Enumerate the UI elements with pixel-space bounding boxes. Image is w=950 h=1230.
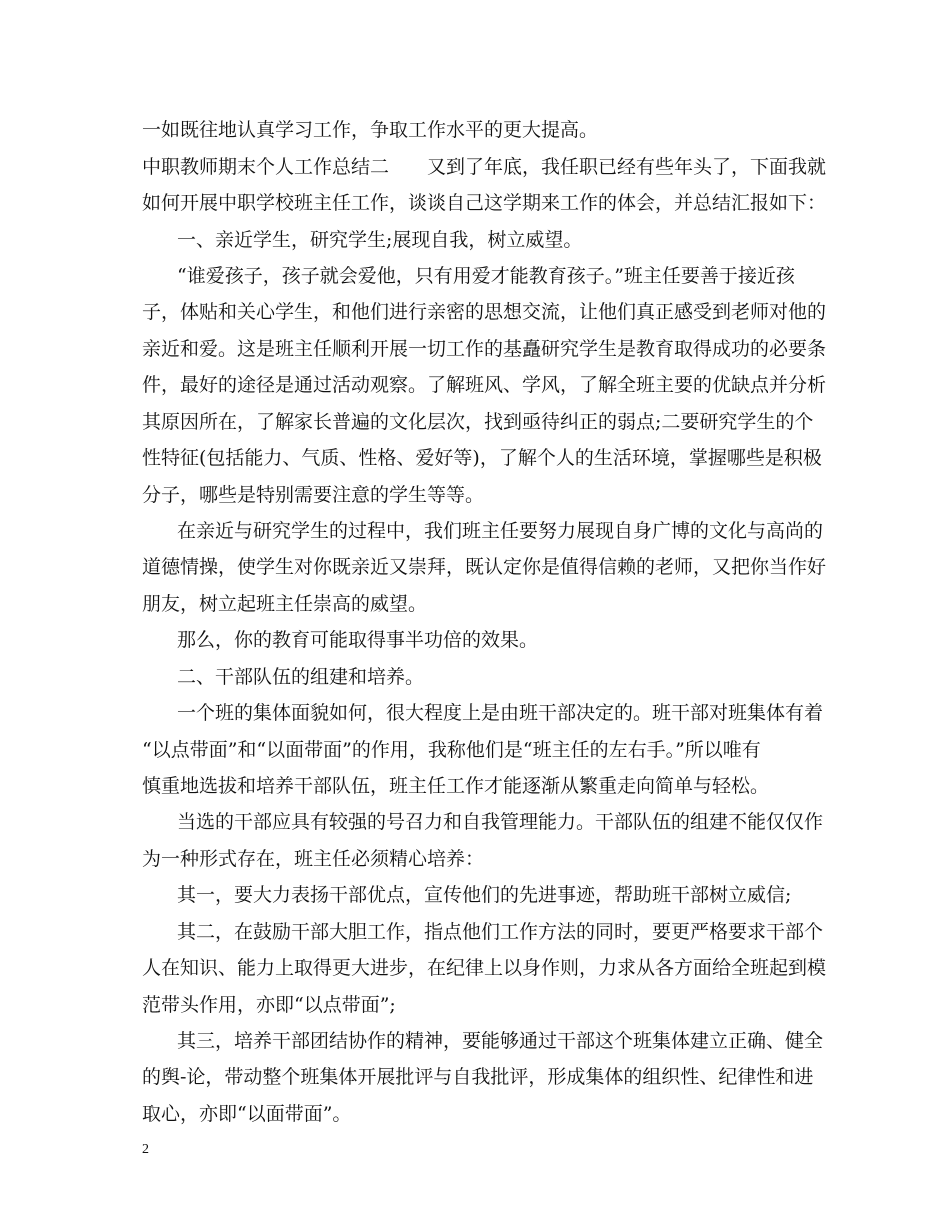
text-line: “谁爱孩子，孩子就会爱他，只有用爱才能教育孩子。”班主任要善于接近孩 [177, 265, 795, 287]
text-line: 在亲近与研究学生的过程中，我们班主任要努力展现自身广博的文化与高尚的 [177, 520, 824, 542]
text-line: 一个班的集体面貌如何，很大程度上是由班干部决定的。班干部对班集体有着 [177, 702, 824, 724]
text-line: 子，体贴和关心学生，和他们进行亲密的思想交流，让他们真正感受到老师对他的 [142, 301, 827, 323]
text-line: 当选的干部应具有较强的号召力和自我管理能力。干部队伍的组建不能仅仅作 [177, 811, 824, 833]
text-line: “以点带面”和“以面带面”的作用，我称他们是“班主任的左右手。”所以唯有 [142, 739, 761, 761]
text-line: 其一，要大力表扬干部优点，宣传他们的先进事迹，帮助班干部树立威信; [177, 884, 792, 906]
text-line: 件，最好的途径是通过活动观察。了解班风、学风，了解全班主要的优缺点并分析 [142, 374, 827, 396]
text-line: 性特征(包括能力、气质、性格、爱好等)，了解个人的生活环境，掌握哪些是积极 [142, 447, 822, 469]
text-line: 其二，在鼓励干部大胆工作，指点他们工作方法的同时，要更严格要求干部个 [177, 921, 824, 943]
text-line: 人在知识、能力上取得更大进步，在纪律上以身作则，力求从各方面给全班起到模 [142, 957, 827, 979]
text-line: 的舆-论，带动整个班集体开展批评与自我批评，形成集体的组织性、纪律性和进 [142, 1066, 814, 1088]
text-line: 如何开展中职学校班主任工作，谈谈自己这学期来工作的体会，并总结汇报如下： [142, 192, 827, 214]
section-heading: 一、亲近学生，研究学生;展现自我，树立威望。 [177, 229, 583, 251]
text-line: 其三，培养干部团结协作的精神，要能够通过干部这个班集体建立正确、健全 [177, 1030, 824, 1052]
text-line: 范带头作用，亦即“以点带面”; [142, 994, 396, 1016]
text-line: 那么，你的教育可能取得事半功倍的效果。 [177, 629, 539, 651]
text-line: 为一种形式存在，班主任必须精心培养： [142, 848, 485, 870]
text-line: 一如既往地认真学习工作，争取工作水平的更大提高。 [142, 119, 599, 141]
text-line: 其原因所在，了解家长普遍的文化层次，找到亟待纠正的弱点;二要研究学生的个 [142, 411, 814, 433]
section-heading: 二、干部队伍的组建和培养。 [177, 666, 425, 688]
text-line: 亲近和爱。这是班主任顺利开展一切工作的基矗研究学生是教育取得成功的必要条 [142, 338, 827, 360]
text-line: 道德情操，使学生对你既亲近又崇拜，既认定你是值得信赖的老师，又把你当作好 [142, 556, 827, 578]
page-number: 2 [142, 1142, 149, 1157]
text-line: 慎重地选拔和培养干部队伍，班主任工作才能逐渐从繁重走向简单与轻松。 [142, 775, 770, 797]
text-line: 中职教师期末个人工作总结二 又到了年底，我任职已经有些年头了，下面我就 [142, 156, 827, 178]
text-line: 朋友，树立起班主任崇高的威望。 [142, 593, 428, 615]
text-line: 取心，亦即“以面带面”。 [142, 1103, 352, 1125]
text-line: 分子，哪些是特别需要注意的学生等等。 [142, 484, 485, 506]
